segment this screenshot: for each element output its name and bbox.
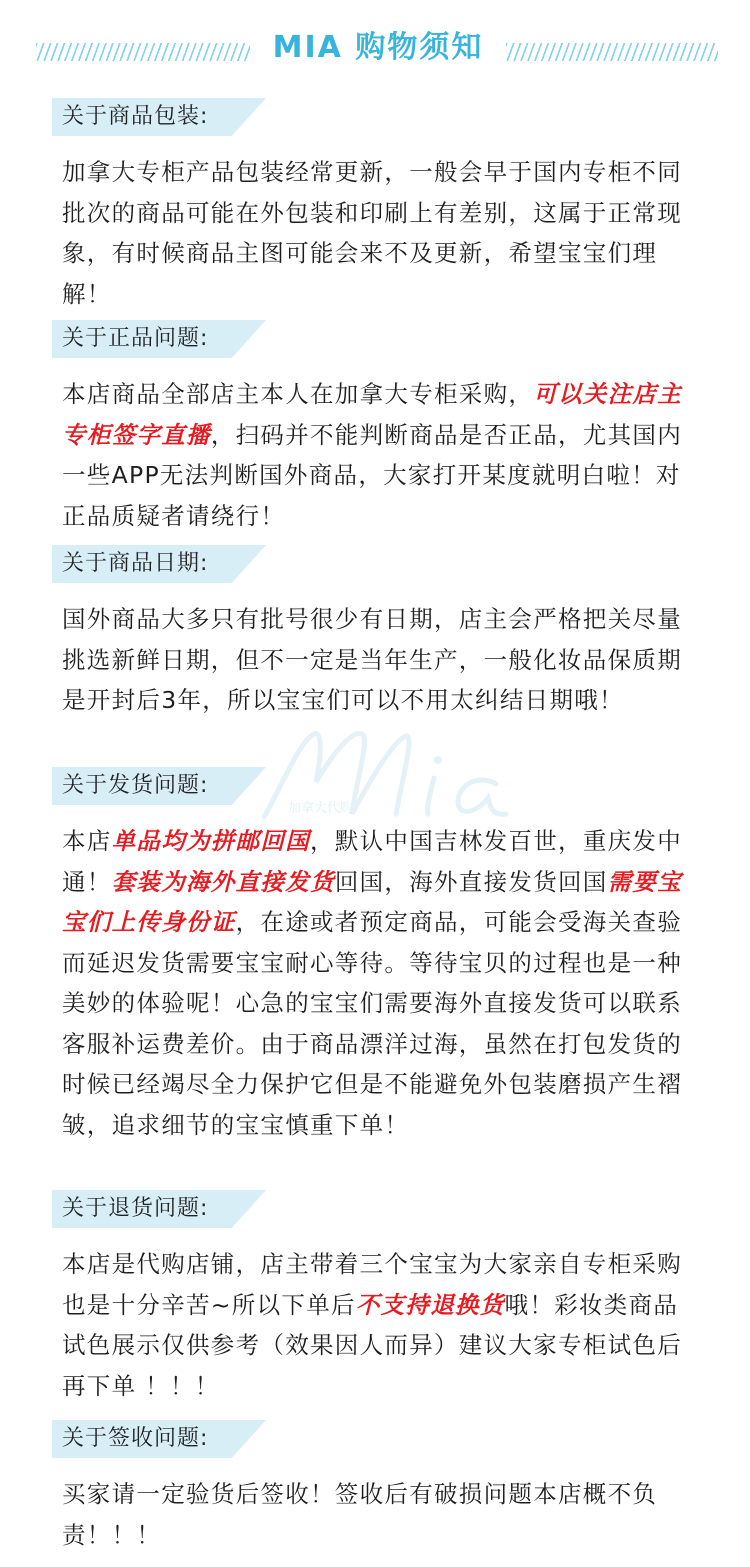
section-body xyxy=(62,1474,692,1555)
body-text: 回国，海外直接发货回国 xyxy=(334,867,608,896)
decorative-stripes-left xyxy=(36,43,250,61)
body-text: 加拿大专柜产品包装经常更新，一般会早于国内专柜不同批次的商品可能在外包装和印刷上有差别，这属于正常现象，有时候商品主图可能会来不及更新，希望宝宝们理解！ xyxy=(62,158,682,308)
highlighted-text: 套装为海外直接发货 xyxy=(111,867,335,896)
body-text: ，在途或者预定商品，可能会受海关查验而延迟发货需要宝宝耐心等待。等待宝贝的过程也是一种美妙的体验呢！心急的宝宝们需要海外直接发货可以联系客服补运费差价。由于商品漂洋过海，虽然在打包发货的时候已经竭尽全力保护它但是不能避免外包装磨损产生褶皱，追求细节的宝宝慎重下单！ xyxy=(62,908,683,1139)
body-text: 本店是代购店铺，店主带着三个宝宝为大家亲自专柜采购也是十分辛苦~所以下单后 xyxy=(62,1250,682,1319)
decorative-stripes-right xyxy=(506,43,718,61)
mia-watermark-logo xyxy=(244,722,524,832)
highlighted-text: 不支持退换货 xyxy=(355,1290,505,1319)
section-body xyxy=(62,821,692,1145)
section-heading: 关于正品问题: xyxy=(62,326,209,351)
section-body xyxy=(62,152,692,314)
page-header xyxy=(0,0,750,95)
section-body xyxy=(62,1244,692,1406)
page-title: MIA 购物须知 xyxy=(272,30,484,65)
body-text: ，默认中国吉林发百世，重庆发中通！ xyxy=(62,827,683,896)
body-text: 买家请一定验货后签收！签收后有破损问题本店概不负责！！！ xyxy=(62,1480,658,1549)
section-heading: 关于签收问题: xyxy=(62,1426,209,1451)
body-text: ，扫码并不能判断商品是否正品，尤其国内一些APP无法判断国外商品，大家打开某度就明白啦！对正品质疑者请绕行！ xyxy=(62,420,683,530)
section-heading: 关于商品包装: xyxy=(62,104,209,129)
section-heading: 关于商品日期: xyxy=(62,551,209,576)
section-body xyxy=(62,599,692,721)
highlighted-text: 需要宝宝们上传身份证 xyxy=(62,867,683,936)
body-text: 本店 xyxy=(62,827,112,855)
body-text: 国外商品大多只有批号很少有日期，店主会严格把关尽量挑选新鲜日期，但不一定是当年生产，一般化妆品保质期是开封后3年，所以宝宝们可以不用太纠结日期哦！ xyxy=(62,605,682,714)
section-heading: 关于发货问题: xyxy=(62,773,209,798)
watermark-subtitle: 加拿大代购 xyxy=(288,801,354,816)
section-body xyxy=(62,374,692,536)
highlighted-text: 可以关注店主专柜签字直播 xyxy=(62,380,683,449)
body-text: 哦！彩妆类商品试色展示仅供参考（效果因人而异）建议大家专柜试色后再下单 ！！！ xyxy=(62,1290,682,1400)
highlighted-text: 单品均为拼邮回国 xyxy=(111,827,311,855)
section-heading: 关于退货问题: xyxy=(62,1196,209,1221)
body-text: 本店商品全部店主本人在加拿大专柜采购， xyxy=(62,380,534,408)
